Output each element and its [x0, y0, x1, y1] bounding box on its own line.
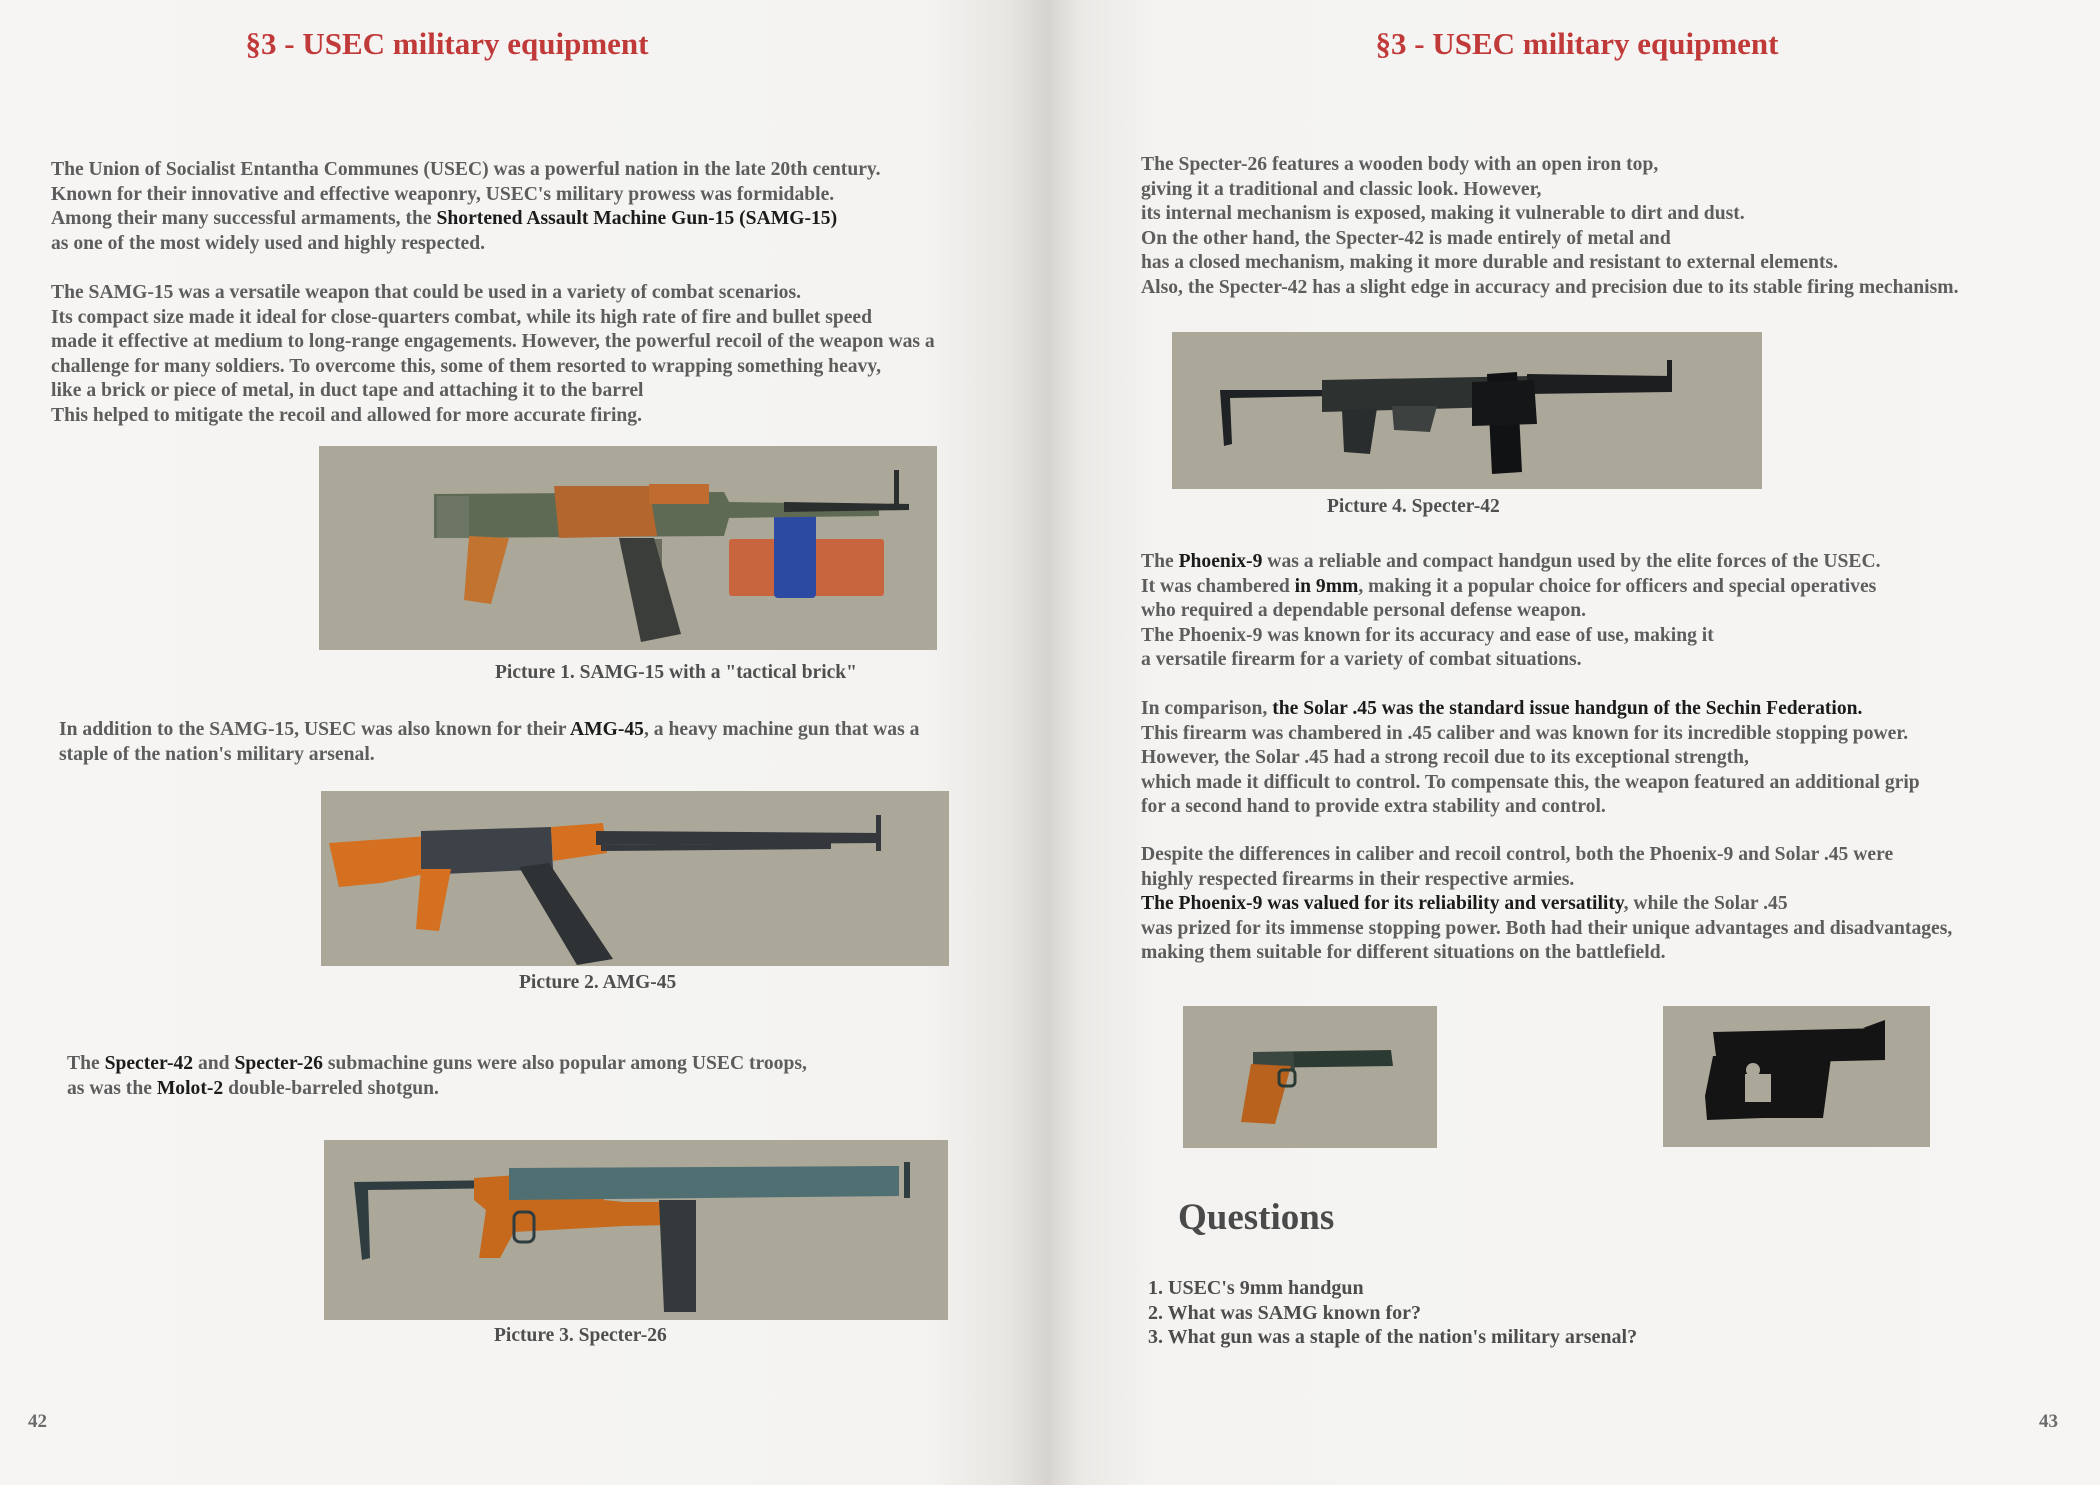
molot2-name: Molot-2 — [156, 1077, 224, 1099]
amg45-picture — [321, 791, 949, 966]
specter-paragraph: The Specter-42 and Specter-26 submachine guns were also popular among USEC troops, as was the Molot-2 double-barreled shotgun. — [67, 1053, 807, 1099]
right-page-number: 43 — [2039, 1411, 2058, 1432]
samg15-picture — [319, 446, 937, 650]
amg45-rifle-illustration — [321, 791, 949, 966]
intro-paragraph: The Union of Socialist Entantha Communes (USEC) was a powerful nation in the late 20th century. Known for their innovative and effective weaponry, USEC's military prowess was formidable. Among their many successful armaments, the Shortened Assault Machine Gun-15 (SAMG-15) as one of the most widely used and highly respected. — [51, 159, 881, 254]
left-page-heading: §3 - USEC military equipment — [245, 26, 649, 61]
picture2-caption: Picture 2. AMG-45 — [519, 972, 677, 993]
right-page — [1050, 0, 2100, 1485]
specter42-smg-illustration — [1172, 332, 1762, 489]
left-page-number: 42 — [28, 1411, 47, 1432]
picture1-caption: Picture 1. SAMG-15 with a "tactical brick" — [495, 662, 857, 683]
picture4-caption: Picture 4. Specter-42 — [1327, 496, 1500, 517]
specter26-picture — [324, 1140, 948, 1320]
question-item: 2. What was SAMG known for? — [1148, 1301, 1421, 1324]
phoenix9-picture — [1183, 1006, 1437, 1148]
samg15-name: Shortened Assault Machine Gun-15 (SAMG-15) — [436, 208, 838, 229]
specter42-picture — [1172, 332, 1762, 489]
comparison-paragraph: Despite the differences in caliber and recoil control, both the Phoenix-9 and Solar .45 were highly respected firearms in their respective armies. The Phoenix-9 was valued for its reliability and versatility, while the Solar .45 was prized for its immense stopping power. Both had their unique advantages and disadvantages, making them suitable for different situations on the battlefield. — [1141, 844, 1953, 963]
phoenix-paragraph: The Phoenix-9 was a reliable and compact handgun used by the elite forces of the USEC. It was chambered in 9mm, making it a popular choice for officers and special operatives who required a dependable personal defense weapon. The Phoenix-9 was known for its accuracy and ease of use, making it a versatile firearm for a variety of combat situations. — [1141, 551, 1881, 670]
question-item: 3. What gun was a staple of the nation's military arsenal? — [1148, 1326, 1638, 1348]
specter26-name: Specter-26 — [234, 1053, 323, 1074]
solar-paragraph: In comparison, the Solar .45 was the standard issue handgun of the Sechin Federation. This firearm was chambered in .45 caliber and was known for its incredible stopping power. However, the Solar .45 had a strong recoil due to its exceptional strength, which made it difficult to control. To compensate this, the weapon featured an additional grip for a second hand to provide extra stability and control. — [1141, 698, 1920, 817]
questions-list — [1148, 1276, 1637, 1350]
amg45-name: AMG-45 — [569, 719, 644, 740]
picture3-caption: Picture 3. Specter-26 — [494, 1325, 667, 1346]
solar45-pistol-illustration — [1663, 1006, 1930, 1147]
solar45-picture — [1663, 1006, 1930, 1147]
specter42-name: Specter-42 — [104, 1053, 194, 1074]
samg-paragraph: The SAMG-15 was a versatile weapon that could be used in a variety of combat scenarios. Its compact size made it ideal for close-quarters combat, while its high rate of fire and bullet speed made it effective at medium to long-range engagements. However, the powerful recoil of the weapon was a challenge for many soldiers. To overcome this, some of them resorted to wrapping something heavy, like a brick or piece of metal, in duct tape and attaching it to the barrel This helped to mitigate the recoil and allowed for more accurate firing. — [51, 282, 935, 426]
amg-paragraph: In addition to the SAMG-15, USEC was also known for their AMG-45, a heavy machine gun that was a staple of the nation's military arsenal. — [59, 719, 920, 765]
specter-compare-paragraph: The Specter-26 features a wooden body with an open iron top, giving it a traditional and classic look. However, its internal mechanism is exposed, making it vulnerable to dirt and dust. On the other hand, the Specter-42 is made entirely of metal and has a closed mechanism, making it more durable and resistant to external elements. Also, the Specter-42 has a slight edge in accuracy and precision due to its stable firing mechanism. — [1141, 154, 1959, 298]
solar45-statement: the Solar .45 was the standard issue handgun of the Sechin Federation. — [1272, 698, 1863, 719]
right-page-heading: §3 - USEC military equipment — [1375, 26, 1779, 61]
phoenix9-name: Phoenix-9 — [1178, 551, 1263, 572]
specter26-smg-illustration — [324, 1140, 948, 1320]
questions-title: Questions — [1178, 1197, 1335, 1238]
phoenix9-pistol-illustration — [1183, 1006, 1437, 1148]
question-item: 1. USEC's 9mm handgun — [1148, 1277, 1364, 1299]
samg15-rifle-illustration — [319, 446, 937, 650]
